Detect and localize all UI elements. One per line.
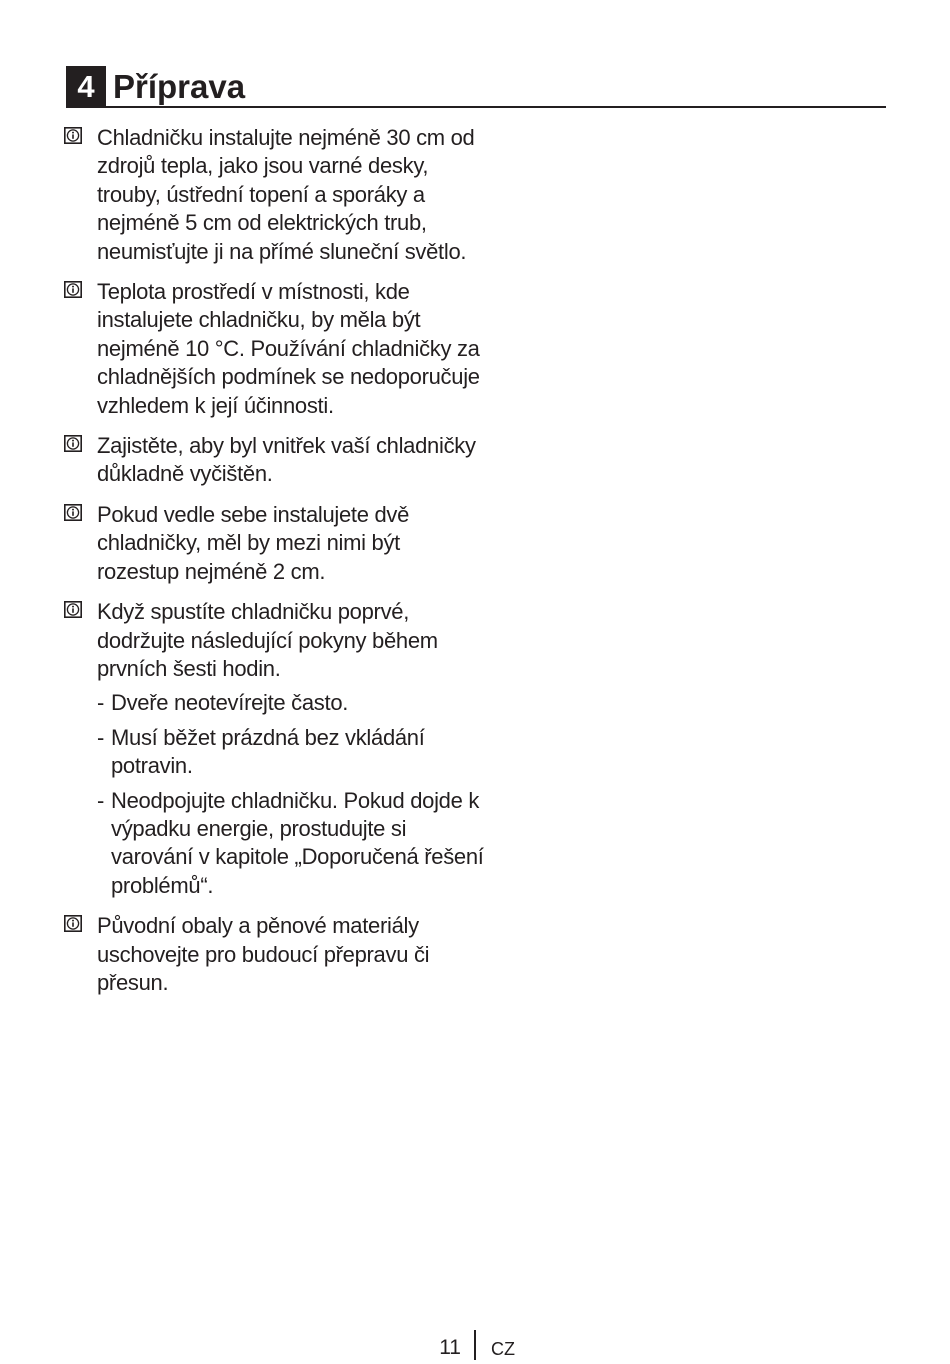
sub-list xyxy=(97,689,484,900)
instruction-item xyxy=(64,278,484,420)
instruction-text: Když spustíte chladničku poprvé, dodržujte následující pokyny během prvních šesti hodin. xyxy=(97,599,438,681)
section-rule xyxy=(106,106,886,108)
footer-divider xyxy=(474,1330,476,1360)
section-number: 4 xyxy=(66,66,106,108)
section-header xyxy=(66,66,886,110)
sub-item-text: Musí běžet prázdná bez vkládání potravin. xyxy=(111,724,425,779)
info-icon xyxy=(64,915,82,932)
language-code: CZ xyxy=(491,1339,515,1359)
instruction-text: Chladničku instalujte nejméně 30 cm od zdrojů tepla, jako jsou varné desky, trouby, ústřední topení a sporáky a nejméně 5 cm od elektrických trub, neumisťujte ji na přímé sluneční světlo. xyxy=(97,125,475,264)
section-title: Příprava xyxy=(113,68,246,105)
instruction-item xyxy=(64,432,484,489)
instruction-item xyxy=(64,501,484,586)
instruction-text: Pokud vedle sebe instalujete dvě chladničky, měl by mezi nimi být rozestup nejméně 2 cm. xyxy=(97,501,410,584)
list-dash: - xyxy=(97,690,105,716)
info-icon xyxy=(64,504,82,521)
list-dash: - xyxy=(97,787,105,813)
list-dash: - xyxy=(97,724,105,750)
instruction-text: Původní obaly a pěnové materiály uschovejte pro budoucí přepravu či přesun. xyxy=(97,913,430,995)
sub-list-item xyxy=(97,724,484,781)
sub-item-text: Neodpojujte chladničku. Pokud dojde k výpadku energie, prostudujte si varování v kapitole „Doporučená řešení problémů“. xyxy=(111,787,484,898)
info-icon xyxy=(64,281,82,298)
info-icon xyxy=(64,601,82,618)
instruction-item xyxy=(64,124,484,266)
instruction-text: Teplota prostředí v místnosti, kde instalujete chladničku, by měla být nejméně 10 °C. Používání chladničky za chladnějších podmínek se nedoporučuje vzhledem k její účinnosti. xyxy=(97,279,480,418)
sub-item-text: Dveře neotevírejte často. xyxy=(111,690,349,716)
sub-list-item xyxy=(97,689,484,717)
info-icon xyxy=(64,435,82,452)
sub-list-item xyxy=(97,787,484,901)
instruction-item xyxy=(64,598,484,900)
page-number: 11 xyxy=(439,1336,461,1359)
instruction-text: Zajistěte, aby byl vnitřek vaší chladničky důkladně vyčištěn. xyxy=(97,433,476,487)
instruction-item xyxy=(64,912,484,997)
info-icon xyxy=(64,127,82,144)
instruction-list xyxy=(64,124,484,1009)
page-footer xyxy=(0,1330,950,1364)
